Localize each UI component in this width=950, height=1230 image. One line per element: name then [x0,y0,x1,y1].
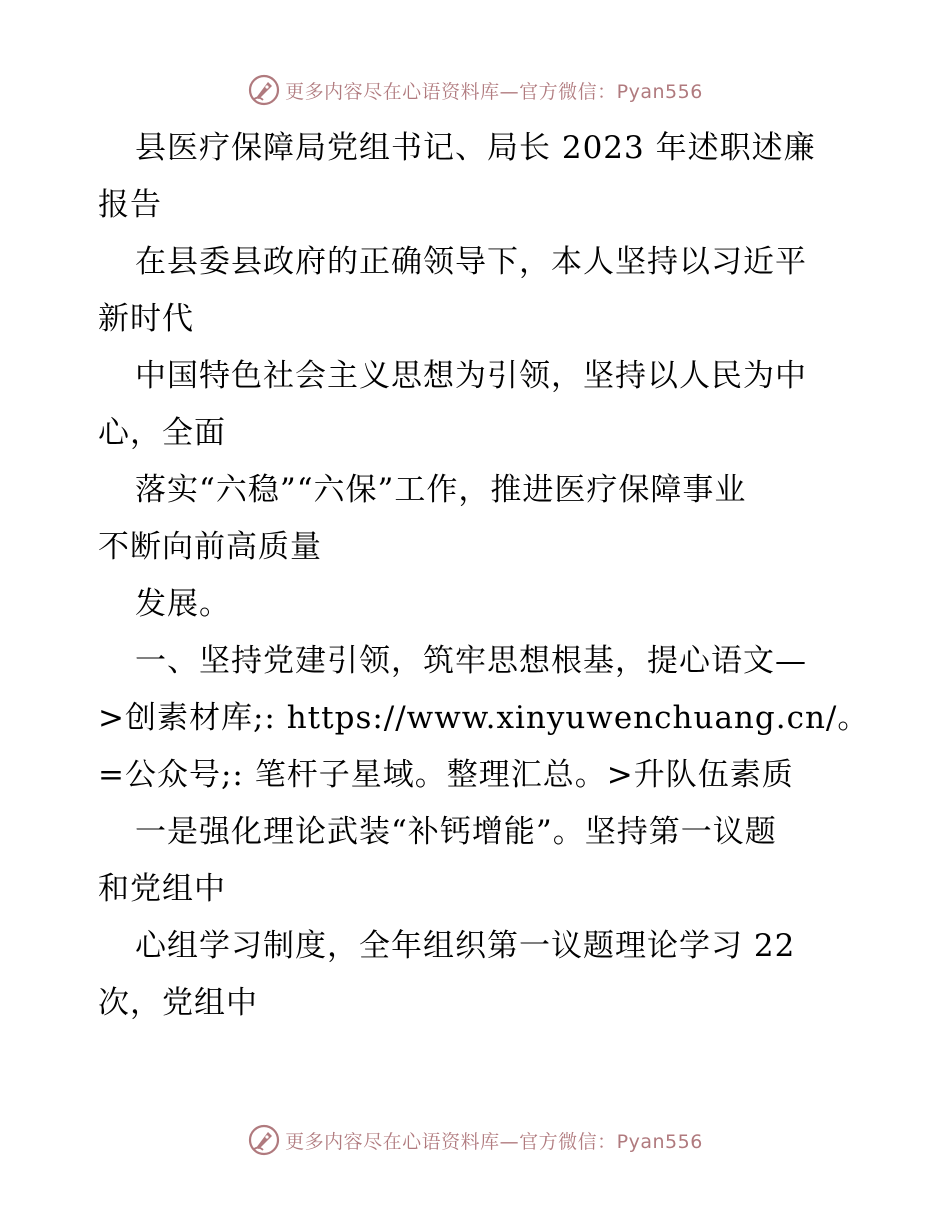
doc-line: >创素材库;: https://www.xinyuwenchuang.cn/。 [98,700,870,736]
pen-nib-logo-icon [247,73,281,107]
doc-line: =公众号;: 笔杆子星域。整理汇总。>升队伍素质 [98,757,794,793]
doc-line: 新时代 [98,301,194,337]
doc-line: 一、坚持党建引领，筑牢思想根基，提心语文— [135,643,807,679]
pen-nib-logo-icon [247,1123,281,1157]
header-watermark-banner [0,70,950,110]
doc-line: 不断向前高质量 [98,529,322,565]
doc-line: 报告 [98,187,162,223]
doc-line: 在县委县政府的正确领导下，本人坚持以习近平 [135,244,807,280]
document-body [98,120,870,1032]
doc-line: 一是强化理论武装“补钙增能”。坚持第一议题 [135,814,777,850]
doc-line: 次，党组中 [98,985,258,1021]
watermark-text: 更多内容尽在心语资料库—官方微信：Pyan556 [285,80,703,103]
doc-line: 县医疗保障局党组书记、局长 2023 年述职述廉 [135,130,816,166]
doc-line: 中国特色社会主义思想为引领，坚持以人民为中 [135,358,807,394]
doc-line: 心，全面 [98,415,226,451]
doc-line: 落实“六稳”“六保”工作，推进医疗保障事业 [135,472,747,508]
watermark-text: 更多内容尽在心语资料库—官方微信：Pyan556 [285,1130,703,1153]
doc-line: 发展。 [135,586,231,622]
doc-line: 心组学习制度，全年组织第一议题理论学习 22 [135,928,796,964]
doc-line: 和党组中 [98,871,226,907]
footer-watermark-banner [0,1120,950,1160]
